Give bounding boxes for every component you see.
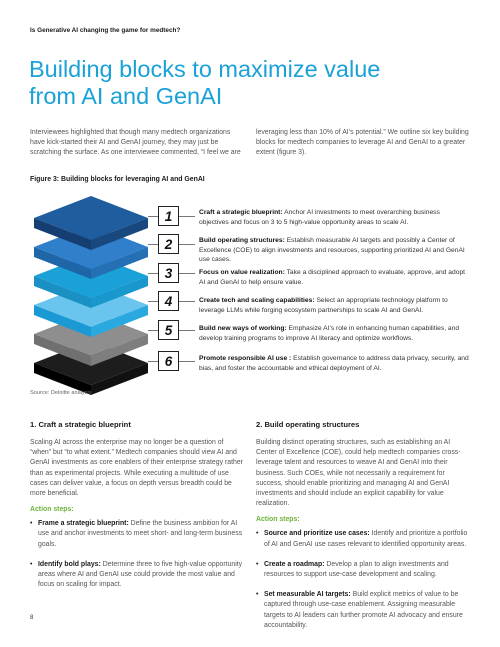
page-title-line-1: Building blocks to maximize value <box>29 56 381 82</box>
connector-line-4 <box>148 301 158 302</box>
list-item <box>256 560 472 580</box>
bullet-text: Determine three to five high-value opportunity areas where AI and GenAI use could provide the most value and focus on scaling for impact. <box>38 560 243 589</box>
connector-line-1b <box>179 216 195 217</box>
connector-line-1 <box>148 216 158 217</box>
step-number-6: 6 <box>158 351 179 371</box>
section-2-action-label: Action steps: <box>256 516 300 524</box>
step-2-text <box>199 236 469 265</box>
page-title <box>29 56 380 110</box>
building-blocks-stack <box>30 196 152 396</box>
connector-line-2b <box>179 244 195 245</box>
connector-line-3b <box>179 273 195 274</box>
bullet-text: Identify and prioritize a portfolio of AI and GenAI use cases relevant to identified opportunity areas. <box>264 530 468 548</box>
step-5-text <box>199 324 469 343</box>
page-number: 8 <box>30 614 34 621</box>
connector-line-6b <box>179 361 195 362</box>
section-1 <box>30 420 246 600</box>
connector-line-5 <box>148 330 158 331</box>
page-title-line-2: from AI and GenAI <box>29 83 223 109</box>
step-number-5: 5 <box>158 320 179 340</box>
step-4-title: Create tech and scaling capabilities: <box>199 297 315 304</box>
section-1-heading: 1. Craft a strategic blueprint <box>30 420 131 429</box>
bullet-title: Identify bold plays: <box>38 560 101 568</box>
list-item <box>30 560 246 591</box>
step-2-title: Build operating structures: <box>199 237 285 244</box>
step-1-description: Anchor AI investments to meet overarching business objectives and focus on 3 to 5 high-value opportunity areas to scale AI. <box>199 209 440 226</box>
step-6-title: Promote responsible AI use : <box>199 355 292 362</box>
figure-source: Source: Deloitte analysis <box>30 390 92 396</box>
bullet-text: Develop a plan to align investments and resources to support use-case development and scaling. <box>264 560 449 579</box>
step-5-title: Build new ways of working: <box>199 325 287 332</box>
bullet-title: Set measurable AI targets: <box>264 591 351 599</box>
figure-title: Figure 3: Building blocks for leveraging AI and GenAI <box>30 176 205 183</box>
step-3-description: Take a disciplined approach to evaluate, approve, and adopt AI and GenAI to help ensure value. <box>199 269 466 286</box>
list-item <box>30 519 246 550</box>
intro-paragraph-left: Interviewees highlighted that though many medtech organizations have kick-started their AI and GenAI journey, they may just be scratching the surface. As one interviewee commented, “I feel we are <box>30 129 241 157</box>
connector-line-5b <box>179 330 195 331</box>
step-6-description: Establish governance to address data privacy, security, and bias, and foster the accountable and ethical deployment of AI. <box>199 355 469 372</box>
step-number-2: 2 <box>158 234 179 254</box>
connector-line-6 <box>148 361 158 362</box>
section-1-body: Scaling AI across the enterprise may no longer be a question of “when” but “to what extent.” Medtech companies should view AI and GenAI investments as core enablers of their enterprise strategy rather than as experimental projects. While executing a multitude of use cases can deliver value, a focus on depth versus breadth could be more beneficial. <box>30 439 243 498</box>
step-2-description: Establish measurable AI targets and possibly a Center of Excellence (COE) to align investments and resources, supporting prioritized AI and GenAI use cases. <box>199 237 465 264</box>
running-header: Is Generative AI changing the game for medtech? <box>30 27 181 34</box>
section-2-body: Building distinct operating structures, such as establishing an AI Center of Excellence (COE), could help medtech companies cross-leverage talent and resources to weave AI and GenAI into their business. Such COEs, while not necessarily a requirement for success, should enable prioritizing and managing AI and GenAI investments and should include an explicit capability for value realization. <box>256 439 461 508</box>
section-2 <box>256 420 472 641</box>
connector-line-4b <box>179 301 195 302</box>
step-number-4: 4 <box>158 291 179 311</box>
step-5-description: Emphasize AI’s role in enhancing human capabilities, and develop training programs to improve AI literacy and optimize workflows. <box>199 325 460 342</box>
step-4-description: Select an appropriate technology platform to leverage LLMs while forging ecosystem partnerships to scale AI and GenAI. <box>199 297 448 314</box>
step-1-title: Craft a strategic blueprint: <box>199 209 283 216</box>
step-6-text <box>199 354 469 373</box>
bullet-title: Create a roadmap: <box>264 560 325 568</box>
list-item <box>256 529 472 549</box>
bullet-text: Build explicit metrics of value to be captured through use-case enablement. Assigning measurable targets to AI leaders can further promote AI advocacy and ensure accountability. <box>264 591 463 629</box>
section-1-action-list <box>30 519 246 590</box>
connector-line-3 <box>148 273 158 274</box>
step-1-text <box>199 208 469 227</box>
intro-paragraph-right: leveraging less than 10% of AI’s potential.” We outline six key building blocks for medtech companies to leverage AI and GenAI to a greater extent (figure 3). <box>256 129 469 157</box>
section-2-action-list <box>256 529 472 631</box>
list-item <box>256 590 472 631</box>
bullet-text: Define the business ambition for AI use and anchor investments to meet short- and long-term business goals. <box>38 520 243 548</box>
step-3-title: Focus on value realization: <box>199 269 285 276</box>
section-1-action-label: Action steps: <box>30 506 74 514</box>
step-3-text <box>199 268 469 287</box>
step-4-text <box>199 296 469 315</box>
bullet-title: Frame a strategic blueprint: <box>38 520 129 528</box>
step-number-3: 3 <box>158 263 179 283</box>
bullet-title: Source and prioritize use cases: <box>264 530 370 538</box>
connector-line-2 <box>148 244 158 245</box>
section-2-heading: 2. Build operating structures <box>256 420 360 429</box>
step-number-1: 1 <box>158 206 179 226</box>
